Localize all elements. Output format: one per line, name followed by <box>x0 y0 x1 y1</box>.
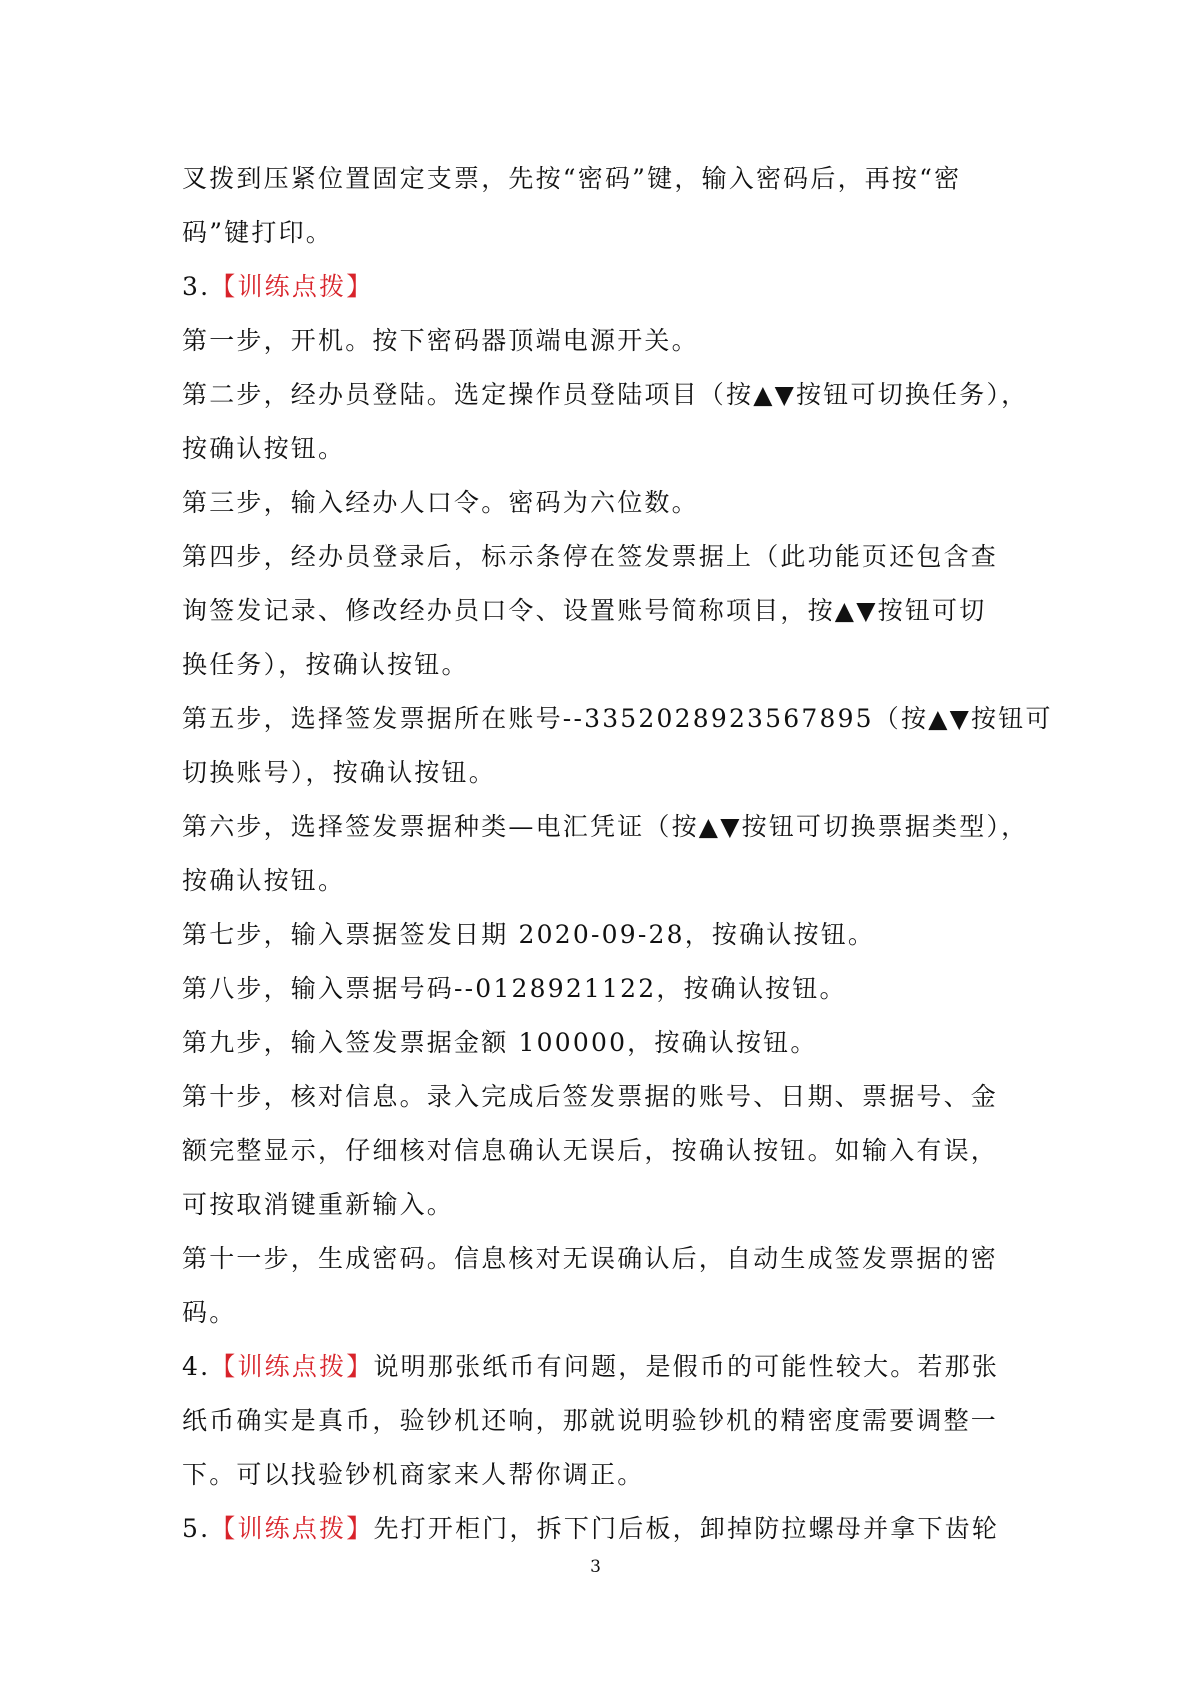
step-line: 第十一步，生成密码。信息核对无误确认后，自动生成签发票据的密 <box>182 1244 999 1273</box>
training-tip-label: 【训练点拨】 <box>210 272 374 301</box>
item-number: 3. <box>182 272 211 301</box>
text-line: 换任务），按确认按钮。 <box>182 650 469 679</box>
section-heading-5: 5.【训练点拨】先打开柜门，拆下门后板，卸掉防拉螺母并拿下齿轮 <box>182 1514 1000 1543</box>
document-body <box>182 152 1053 1556</box>
step-line: 第六步，选择签发票据种类—电汇凭证（按▲▼按钮可切换票据类型）， <box>182 812 1029 841</box>
step-line: 第五步，选择签发票据所在账号--3352028923567895（按▲▼按钮可 <box>182 704 1053 733</box>
step-line: 第一步，开机。按下密码器顶端电源开关。 <box>182 326 699 355</box>
training-tip-label: 【训练点拨】 <box>210 1352 374 1381</box>
training-tip-label: 【训练点拨】 <box>210 1514 374 1543</box>
step-line: 第三步，输入经办人口令。密码为六位数。 <box>182 488 699 517</box>
page-number: 3 <box>590 1557 601 1577</box>
step-line: 第九步，输入签发票据金额 100000，按确认按钮。 <box>182 1028 818 1057</box>
step-line: 第二步，经办员登陆。选定操作员登陆项目（按▲▼按钮可切换任务）， <box>182 380 1029 409</box>
text-line: 码”键打印。 <box>182 218 333 247</box>
item-number: 5. <box>182 1514 211 1543</box>
step-line: 第十步，核对信息。录入完成后签发票据的账号、日期、票据号、金 <box>182 1082 999 1111</box>
text-line: 切换账号），按确认按钮。 <box>182 758 496 787</box>
text-line: 叉拨到压紧位置固定支票，先按“密码”键，输入密码后，再按“密 <box>182 164 962 193</box>
text-line: 下。可以找验钞机商家来人帮你调正。 <box>182 1460 645 1489</box>
step-line: 第四步，经办员登录后，标示条停在签发票据上（此功能页还包含查 <box>182 542 999 571</box>
text-line: 额完整显示，仔细核对信息确认无误后，按确认按钮。如输入有误， <box>182 1136 999 1165</box>
text-line: 码。 <box>182 1298 237 1327</box>
step-line: 第八步，输入票据号码--0128921122，按确认按钮。 <box>182 974 847 1003</box>
item-number: 4. <box>182 1352 211 1381</box>
section-heading-4: 4.【训练点拨】说明那张纸币有问题，是假币的可能性较大。若那张 <box>182 1352 1000 1381</box>
section-heading-3 <box>182 260 1012 314</box>
text-line: 按确认按钮。 <box>182 866 346 895</box>
step-line: 第七步，输入票据签发日期 2020-09-28，按确认按钮。 <box>182 920 876 949</box>
text-line: 纸币确实是真币，验钞机还响，那就说明验钞机的精密度需要调整一 <box>182 1406 999 1435</box>
text-line: 可按取消键重新输入。 <box>182 1190 455 1219</box>
text-line: 询签发记录、修改经办员口令、设置账号简称项目，按▲▼按钮可切 <box>182 596 987 625</box>
text-line: 按确认按钮。 <box>182 434 346 463</box>
